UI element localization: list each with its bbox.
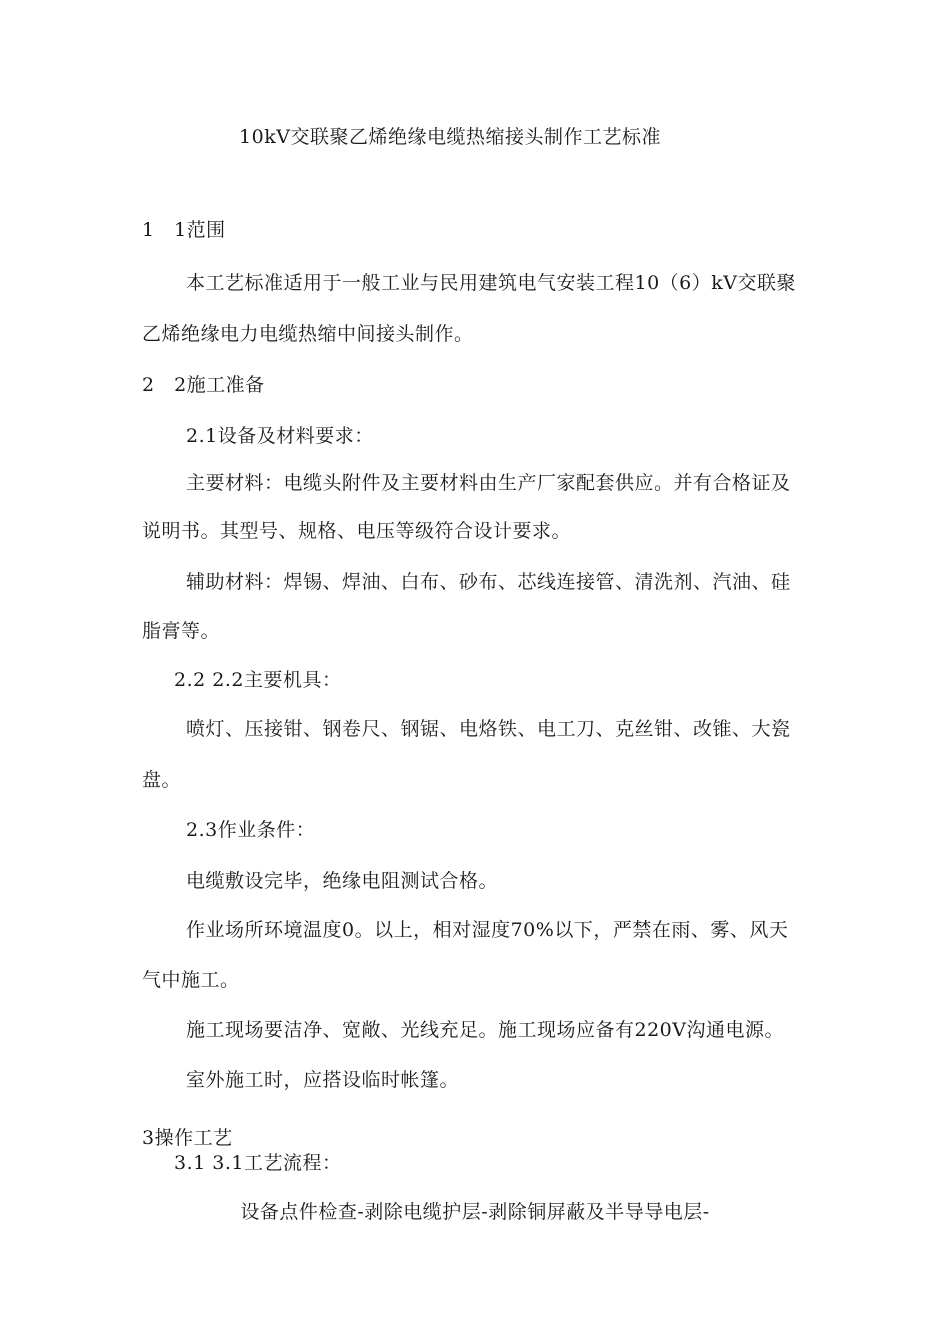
- paragraph-line: 辅助材料：焊锡、焊油、白布、砂布、芯线连接管、清洗剂、汽油、硅: [186, 571, 791, 593]
- section-2-heading: 2 2施工准备: [142, 374, 265, 396]
- paragraph-line: 说明书。其型号、规格、电压等级符合设计要求。: [142, 520, 572, 542]
- paragraph-line: 本工艺标准适用于一般工业与民用建筑电气安装工程10（6）kV交联聚: [186, 272, 797, 294]
- process-flow-line: 设备点件检查-剥除电缆护层-剥除铜屏蔽及半导导电层-: [240, 1201, 710, 1223]
- paragraph-line: 盘。: [142, 769, 182, 791]
- paragraph-line: 喷灯、压接钳、钢卷尺、钢锯、电烙铁、电工刀、克丝钳、改锥、大瓷: [186, 718, 791, 740]
- section-3-heading: 3操作工艺: [142, 1127, 233, 1149]
- subsection-2-3-heading: 2.3作业条件：: [186, 819, 316, 841]
- subsection-2-2-heading: 2.2 2.2主要机具：: [174, 669, 342, 691]
- section-1-heading: 1 1范围: [142, 219, 226, 241]
- document-title: 10kV交联聚乙烯绝缘电缆热缩接头制作工艺标准: [239, 126, 661, 148]
- paragraph-line: 施工现场要洁净、宽敞、光线充足。施工现场应备有220V沟通电源。: [186, 1019, 784, 1041]
- subsection-2-1-heading: 2.1设备及材料要求：: [186, 425, 374, 447]
- paragraph-line: 乙烯绝缘电力电缆热缩中间接头制作。: [142, 323, 474, 345]
- paragraph-line: 作业场所环境温度0。以上，相对湿度70%以下，严禁在雨、雾、风天: [186, 919, 789, 941]
- paragraph-line: 主要材料：电缆头附件及主要材料由生产厂家配套供应。并有合格证及: [186, 472, 791, 494]
- paragraph-line: 电缆敷设完毕，绝缘电阻测试合格。: [186, 870, 499, 892]
- paragraph-line: 室外施工时，应搭设临时帐篷。: [186, 1069, 460, 1091]
- paragraph-line: 气中施工。: [142, 969, 240, 991]
- subsection-3-1-heading: 3.1 3.1工艺流程：: [174, 1152, 342, 1174]
- paragraph-line: 脂膏等。: [142, 620, 221, 642]
